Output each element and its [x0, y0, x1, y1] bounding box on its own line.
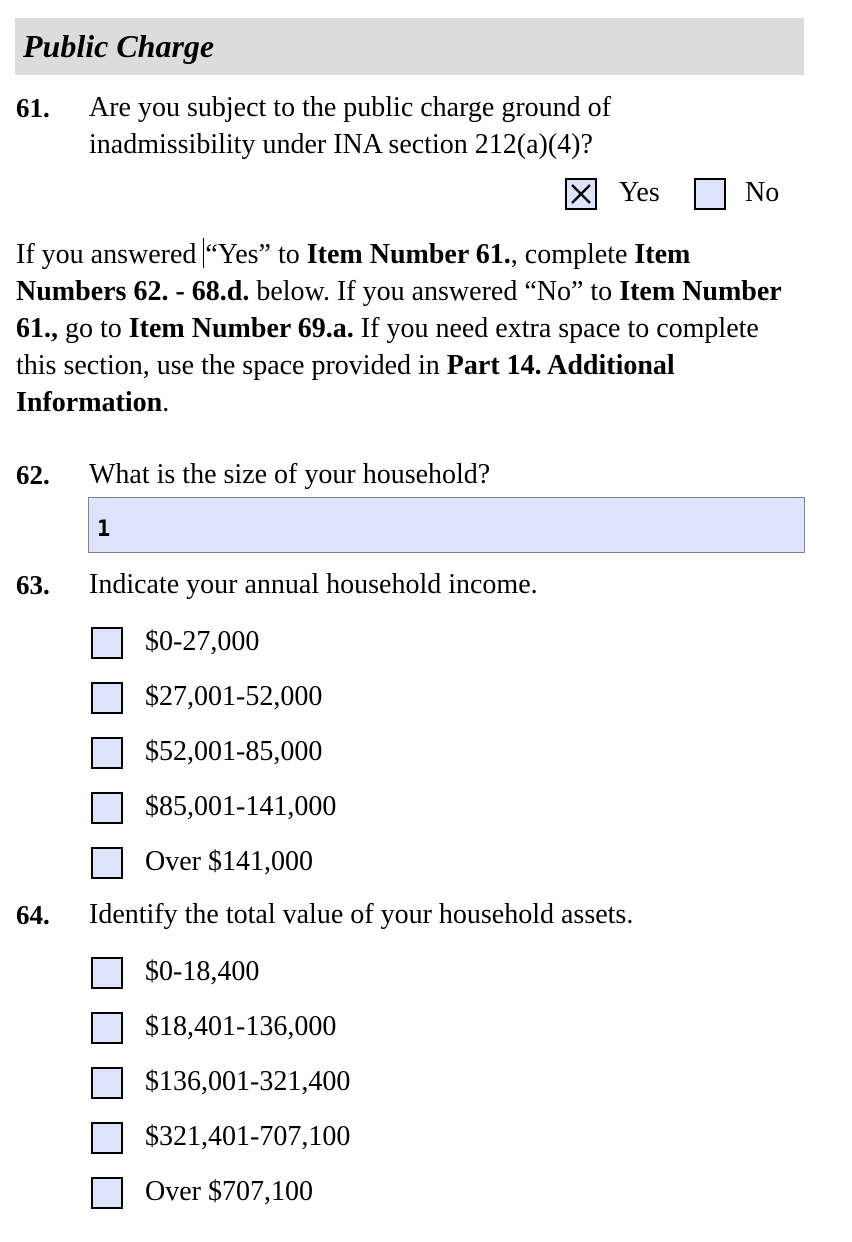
- q61-no-label: No: [745, 177, 780, 208]
- question-63-text: Indicate your annual household income.: [89, 569, 538, 600]
- instr-text-5: go to: [58, 313, 129, 344]
- instr-bold-2: Item Numbers 62. - 68.d.: [16, 239, 691, 307]
- assets-option-label: $0-18,400: [145, 956, 260, 987]
- assets-option-checkbox[interactable]: [91, 1122, 123, 1154]
- question-64-text: Identify the total value of your household assets.: [89, 899, 634, 930]
- question-62-number: 62.: [16, 460, 50, 490]
- assets-option-checkbox[interactable]: [91, 1177, 123, 1209]
- assets-option-checkbox[interactable]: [91, 1067, 123, 1099]
- income-option-label: $85,001-141,000: [145, 791, 337, 822]
- instr-bold-5: Part 14. Additional Information: [16, 350, 675, 418]
- instr-bold-1: Item Number 61.: [306, 239, 511, 270]
- assets-option-label: $321,401-707,100: [145, 1121, 351, 1152]
- income-option-checkbox[interactable]: [91, 737, 123, 769]
- income-option-label: $52,001-85,000: [145, 736, 323, 767]
- instr-text-6: If you need extra space to complete this section, use the space provided in: [16, 313, 759, 381]
- question-61-text-line2: inadmissibility under INA section 212(a)(4)?: [89, 129, 593, 160]
- question-64-number: 64.: [16, 900, 50, 930]
- income-option-checkbox[interactable]: [91, 627, 123, 659]
- instr-text-1: If you answered: [16, 239, 204, 270]
- assets-option-label: $136,001-321,400: [145, 1066, 351, 1097]
- instr-text-7: .: [162, 387, 170, 418]
- instr-bold-4: Item Number 69.a.: [128, 313, 354, 344]
- income-option-checkbox[interactable]: [91, 792, 123, 824]
- assets-option-checkbox[interactable]: [91, 957, 123, 989]
- q61-no-checkbox[interactable]: [694, 178, 726, 210]
- check-x-icon: [570, 183, 592, 205]
- assets-option-label: $18,401-136,000: [145, 1011, 337, 1042]
- income-option-label: Over $141,000: [145, 846, 313, 877]
- q61-yes-checkbox[interactable]: [565, 178, 597, 210]
- instructions-paragraph: [16, 236, 806, 421]
- instr-text-2: “Yes” to: [205, 239, 307, 270]
- section-title: Public Charge: [23, 28, 215, 64]
- instr-text-3: , complete: [510, 239, 635, 270]
- instr-text-4: below. If you answered “No” to: [249, 276, 620, 307]
- income-option-label: $27,001-52,000: [145, 681, 323, 712]
- question-61-text-line1: Are you subject to the public charge ground of: [89, 92, 612, 123]
- question-61-number: 61.: [16, 93, 50, 123]
- section-header: [15, 18, 804, 75]
- income-option-label: $0-27,000: [145, 626, 260, 657]
- assets-option-label: Over $707,100: [145, 1176, 313, 1207]
- income-option-checkbox[interactable]: [91, 847, 123, 879]
- assets-option-checkbox[interactable]: [91, 1012, 123, 1044]
- question-63-number: 63.: [16, 570, 50, 600]
- instr-bold-3: Item Number 61.,: [16, 276, 782, 344]
- q61-yes-label: Yes: [619, 177, 660, 208]
- question-62-text: What is the size of your household?: [89, 459, 491, 490]
- income-option-checkbox[interactable]: [91, 682, 123, 714]
- household-size-field[interactable]: 1: [88, 497, 805, 553]
